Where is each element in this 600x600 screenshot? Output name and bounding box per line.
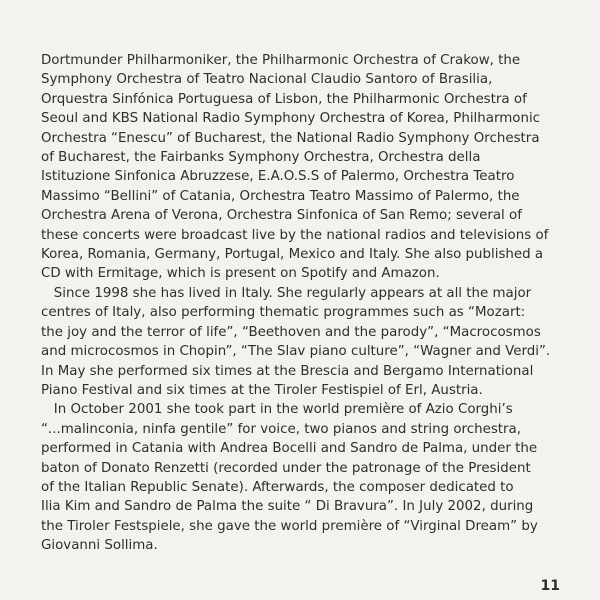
paragraph-1: [41, 51, 561, 284]
text-line: the joy and the terror of life”, “Beethoven and the parody”, “Macrocosmos: [41, 324, 541, 340]
text-line: of the Italian Republic Senate). Afterwards, the composer dedicated to: [41, 479, 514, 495]
text-line: Orchestra “Enescu” of Bucharest, the National Radio Symphony Orchestra: [41, 130, 540, 146]
text-line: Giovanni Sollima.: [41, 538, 158, 554]
text-line: Dortmunder Philharmoniker, the Philharmonic Orchestra of Crakow, the: [41, 53, 521, 68]
text-line: centres of Italy, also performing thematic programmes such as “Mozart:: [41, 305, 526, 321]
text-line: Since 1998 she has lived in Italy. She regularly appears at all the major: [41, 285, 532, 301]
text-line: Seoul and KBS National Radio Symphony Orchestra of Korea, Philharmonic: [41, 111, 541, 127]
page-number: 11: [540, 578, 560, 594]
text-line: and microcosmos in Chopin”, “The Slav piano culture”, “Wagner and Verdi”.: [41, 344, 551, 360]
text-line: Ilia Kim and Sandro de Palma the suite “ Di Bravura”. In July 2002, during: [41, 499, 534, 515]
text-line: Massimo “Bellini” of Catania, Orchestra Teatro Massimo of Palermo, the: [41, 188, 520, 204]
paragraph-2: [41, 284, 561, 400]
text-line: In May she performed six times at the Brescia and Bergamo International: [41, 363, 534, 379]
text-line: Korea, Romania, Germany, Portugal, Mexico and Italy. She also published a: [41, 247, 544, 263]
text-line: Istituzione Sinfonica Abruzzese, E.A.O.S.S of Palermo, Orchestra Teatro: [41, 169, 515, 185]
text-line: Symphony Orchestra of Teatro Nacional Claudio Santoro of Brasilia,: [41, 72, 493, 88]
text-line: Orquestra Sinfónica Portuguesa of Lisbon, the Philharmonic Orchestra of: [41, 91, 527, 107]
text-line: of Bucharest, the Fairbanks Symphony Orchestra, Orchestra della: [41, 150, 481, 166]
text-line: Orchestra Arena of Verona, Orchestra Sinfonica of San Remo; several of: [41, 208, 522, 224]
text-line: these concerts were broadcast live by the national radios and televisions of: [41, 227, 549, 243]
text-line: In October 2001 she took part in the world première of Azio Corghi’s: [41, 402, 513, 418]
text-line: CD with Ermitage, which is present on Spotify and Amazon.: [41, 266, 440, 282]
body-text: [41, 51, 561, 556]
text-line: the Tiroler Festspiele, she gave the world première of “Virginal Dream” by: [41, 518, 538, 534]
text-line: baton of Donato Renzetti (recorded under the patronage of the President: [41, 460, 531, 476]
paragraph-3: [41, 400, 561, 555]
text-line: performed in Catania with Andrea Bocelli and Sandro de Palma, under the: [41, 441, 538, 457]
text-line: Piano Festival and six times at the Tiroler Festispiel of Erl, Austria.: [41, 382, 483, 398]
text-line: “...malinconia, ninfa gentile” for voice, two pianos and string orchestra,: [41, 421, 522, 437]
